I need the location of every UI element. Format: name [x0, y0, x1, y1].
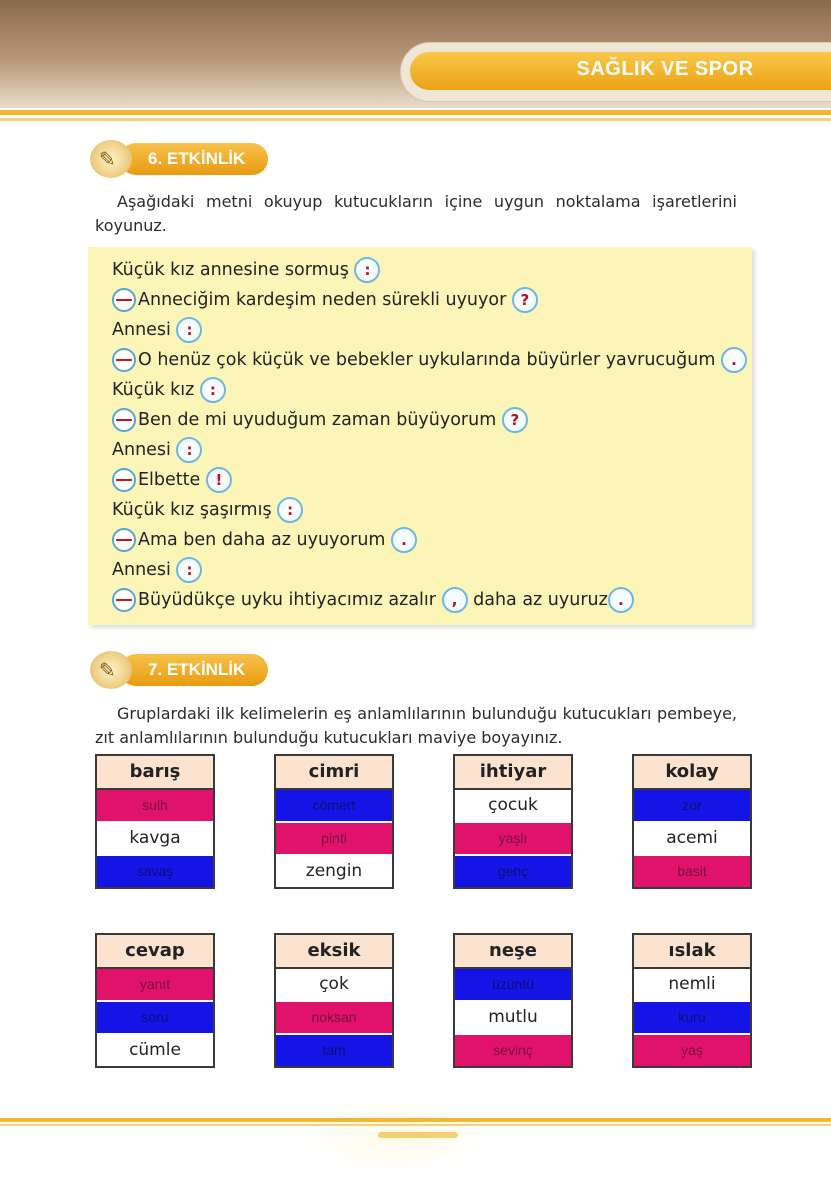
dialogue-text: Anneciğim kardeşim neden sürekli uyuyor	[138, 290, 512, 310]
header-divider	[0, 110, 831, 115]
dialogue-text: Ama ben daha az uyuyorum	[138, 530, 392, 550]
dialogue-text: Büyüdükçe uyku ihtiyacımız azalır	[138, 590, 442, 610]
word-group	[95, 754, 215, 889]
activity-7-badge	[90, 651, 280, 687]
dialogue-text: Annesi	[112, 560, 177, 580]
punctuation-box[interactable]: .	[721, 347, 747, 373]
punctuation-box[interactable]: ,	[442, 587, 468, 613]
activity-6-instruction	[95, 190, 737, 238]
footer-divider-thin	[0, 1124, 831, 1126]
activity-6-instruction-text: Aşağıdaki metni okuyup kutucukların içine uygun noktalama işaretlerini koyunuz.	[95, 192, 737, 235]
punctuation-box[interactable]: ?	[512, 287, 538, 313]
word-group	[274, 754, 394, 889]
word-group	[632, 933, 752, 1068]
page-number-mark	[378, 1132, 458, 1138]
dialogue-text: Küçük kız annesine sormuş	[112, 260, 355, 280]
dialogue-line	[112, 257, 380, 283]
group-head-word: ihtiyar	[455, 756, 571, 790]
word-cell[interactable]: sevinç	[455, 1035, 571, 1066]
group-head-word: ıslak	[634, 935, 750, 969]
dash-box[interactable]	[112, 588, 136, 612]
dialogue-line	[112, 497, 303, 523]
word-cell[interactable]: savaş	[97, 856, 213, 887]
word-cell[interactable]: pinti	[276, 823, 392, 856]
word-cell[interactable]: yaşlı	[455, 823, 571, 856]
word-cell[interactable]: basit	[634, 856, 750, 887]
punctuation-box[interactable]: :	[176, 557, 202, 583]
activity-emblem-icon: ✎	[90, 651, 132, 689]
unit-title: SAĞLIK VE SPOR	[576, 58, 754, 80]
word-cell[interactable]: çok	[276, 969, 392, 1002]
word-group	[453, 754, 573, 889]
word-cell[interactable]: noksan	[276, 1002, 392, 1035]
activity-7-instruction-text: Gruplardaki ilk kelimelerin eş anlamlılarının bulunduğu kutucukları pembeye, zıt anlamlılarının bulunduğu kutucukları maviye boyayınız.	[95, 704, 737, 747]
punctuation-box[interactable]: :	[200, 377, 226, 403]
punctuation-box[interactable]: :	[176, 317, 202, 343]
word-cell[interactable]: kuru	[634, 1002, 750, 1035]
punctuation-box[interactable]: .	[391, 527, 417, 553]
header-divider-thin	[0, 118, 831, 121]
word-cell[interactable]: acemi	[634, 823, 750, 856]
dialogue-line	[112, 347, 747, 373]
dash-box[interactable]	[112, 348, 136, 372]
dialogue-line	[112, 317, 202, 343]
dialogue-line	[112, 377, 226, 403]
word-cell[interactable]: yanıt	[97, 969, 213, 1002]
footer-divider	[0, 1118, 831, 1122]
punctuation-box[interactable]: :	[277, 497, 303, 523]
word-group	[453, 933, 573, 1068]
word-cell[interactable]: zor	[634, 790, 750, 823]
punctuation-box[interactable]: :	[354, 257, 380, 283]
dash-box[interactable]	[112, 408, 136, 432]
group-head-word: neşe	[455, 935, 571, 969]
word-cell[interactable]: tam	[276, 1035, 392, 1066]
dialogue-text: Küçük kız şaşırmış	[112, 500, 278, 520]
dialogue-text: Elbette	[138, 470, 206, 490]
dialogue-line	[112, 527, 417, 553]
dialogue-line	[112, 557, 202, 583]
dialogue-line	[112, 437, 202, 463]
word-group	[274, 933, 394, 1068]
word-cell[interactable]: kavga	[97, 823, 213, 856]
punctuation-box[interactable]: :	[176, 437, 202, 463]
group-head-word: cimri	[276, 756, 392, 790]
group-head-word: cevap	[97, 935, 213, 969]
dialogue-text: O henüz çok küçük ve bebekler uykularında büyürler yavrucuğum	[138, 350, 721, 370]
word-cell[interactable]: nemli	[634, 969, 750, 1002]
dialogue-text: Ben de mi uyuduğum zaman büyüyorum	[138, 410, 502, 430]
punctuation-box[interactable]: .	[608, 587, 634, 613]
dialogue-text: Annesi	[112, 320, 177, 340]
activity-7-instruction	[95, 702, 737, 750]
activity-emblem-icon: ✎	[90, 140, 132, 178]
word-cell[interactable]: çocuk	[455, 790, 571, 823]
dialogue-text: Küçük kız	[112, 380, 200, 400]
word-cell[interactable]: yaş	[634, 1035, 750, 1066]
dialogue-line	[112, 587, 634, 613]
word-cell[interactable]: genç	[455, 856, 571, 887]
word-cell[interactable]: soru	[97, 1002, 213, 1035]
activity-6-title: 6. ETKİNLİK	[148, 149, 246, 168]
punctuation-box[interactable]: !	[206, 467, 232, 493]
word-cell[interactable]: cümle	[97, 1035, 213, 1066]
word-cell[interactable]: cömert	[276, 790, 392, 823]
dialogue-line	[112, 287, 538, 313]
dialogue-text: Annesi	[112, 440, 177, 460]
word-group	[632, 754, 752, 889]
word-cell[interactable]: zengin	[276, 856, 392, 887]
activity-6-badge	[90, 140, 280, 176]
activity-7-title: 7. ETKİNLİK	[148, 660, 246, 679]
dash-box[interactable]	[112, 468, 136, 492]
word-cell[interactable]: mutlu	[455, 1002, 571, 1035]
group-head-word: barış	[97, 756, 213, 790]
group-head-word: eksik	[276, 935, 392, 969]
dialogue-text: daha az uyuruz	[467, 590, 608, 610]
dialogue-line	[112, 407, 528, 433]
dash-box[interactable]	[112, 288, 136, 312]
group-head-word: kolay	[634, 756, 750, 790]
word-group	[95, 933, 215, 1068]
dash-box[interactable]	[112, 528, 136, 552]
dialogue-line	[112, 467, 232, 493]
word-cell[interactable]: üzüntü	[455, 969, 571, 1002]
punctuation-box[interactable]: ?	[502, 407, 528, 433]
word-cell[interactable]: sulh	[97, 790, 213, 823]
